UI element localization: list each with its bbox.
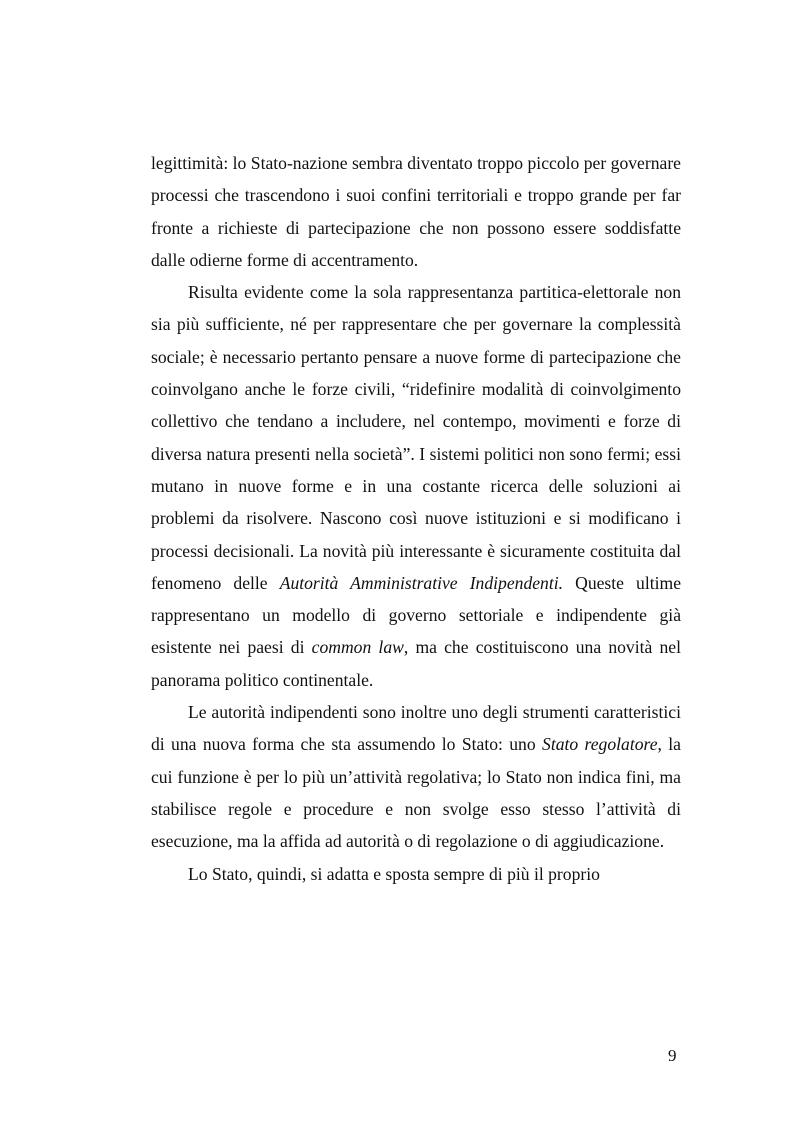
paragraph-2-italic-term-1: Autorità Amministrative Indipendenti. <box>279 572 564 593</box>
paragraph-3-italic-term-1: Stato regolatore <box>542 734 658 755</box>
paragraph-2-segment-3: Queste ultime rappresentano un modello di governo settoriale e indipendente già esistente nei paesi di <box>151 572 682 658</box>
page-number: 9 <box>668 1046 677 1065</box>
paragraph-2-segment-5: , ma che costituiscono una novità nel panorama politico continentale. <box>151 637 681 690</box>
paragraph-2 <box>151 276 681 696</box>
paragraph-1-segment-1: legittimità: lo Stato-nazione sembra diventato troppo piccolo per governare processi che trascendono i suoi confini territoriali e troppo grande per far fronte a richieste di partecipazione che non possono essere soddisfatte dalle odierne forme di accentramento. <box>151 153 681 270</box>
paragraph-2-segment-1: Risulta evidente come la sola rappresentanza partitica-elettorale non sia più sufficiente, né per rappresentare che per governare la complessità sociale; è necessario pertanto pensare a nuove forme di partecipazione che coinvolgano anche le forze civili, “ridefinire modalità di coinvolgimento collettivo che tendano a includere, nel contempo, movimenti e forze di diversa natura presenti nella società”. I sistemi politici non sono fermi; essi mutano in nuove forme e in una costante ricerca delle soluzioni ai problemi da risolvere. Nascono così nuove istituzioni e si modificano i processi decisionali. La novità più interessante è sicuramente costituita dal fenomeno delle <box>151 282 681 593</box>
paragraph-4 <box>151 858 681 890</box>
paragraph-1 <box>151 147 681 276</box>
body-text <box>151 147 681 890</box>
paragraph-2-italic-term-2: common law <box>311 637 404 658</box>
paragraph-3 <box>151 696 681 857</box>
paragraph-4-segment-1: Lo Stato, quindi, si adatta e sposta sempre di più il proprio <box>188 863 600 884</box>
paragraph-3-segment-3: , la cui funzione è per lo più un’attività regolativa; lo Stato non indica fini, ma stabilisce regole e procedure e non svolge esso stesso l’attività di esecuzione, ma la affida ad autorità o di regolazione o di aggiudicazione. <box>151 734 681 852</box>
paragraph-3-segment-1: Le autorità indipendenti sono inoltre uno degli strumenti caratteristici di una nuova forma che sta assumendo lo Stato: uno <box>151 702 681 755</box>
